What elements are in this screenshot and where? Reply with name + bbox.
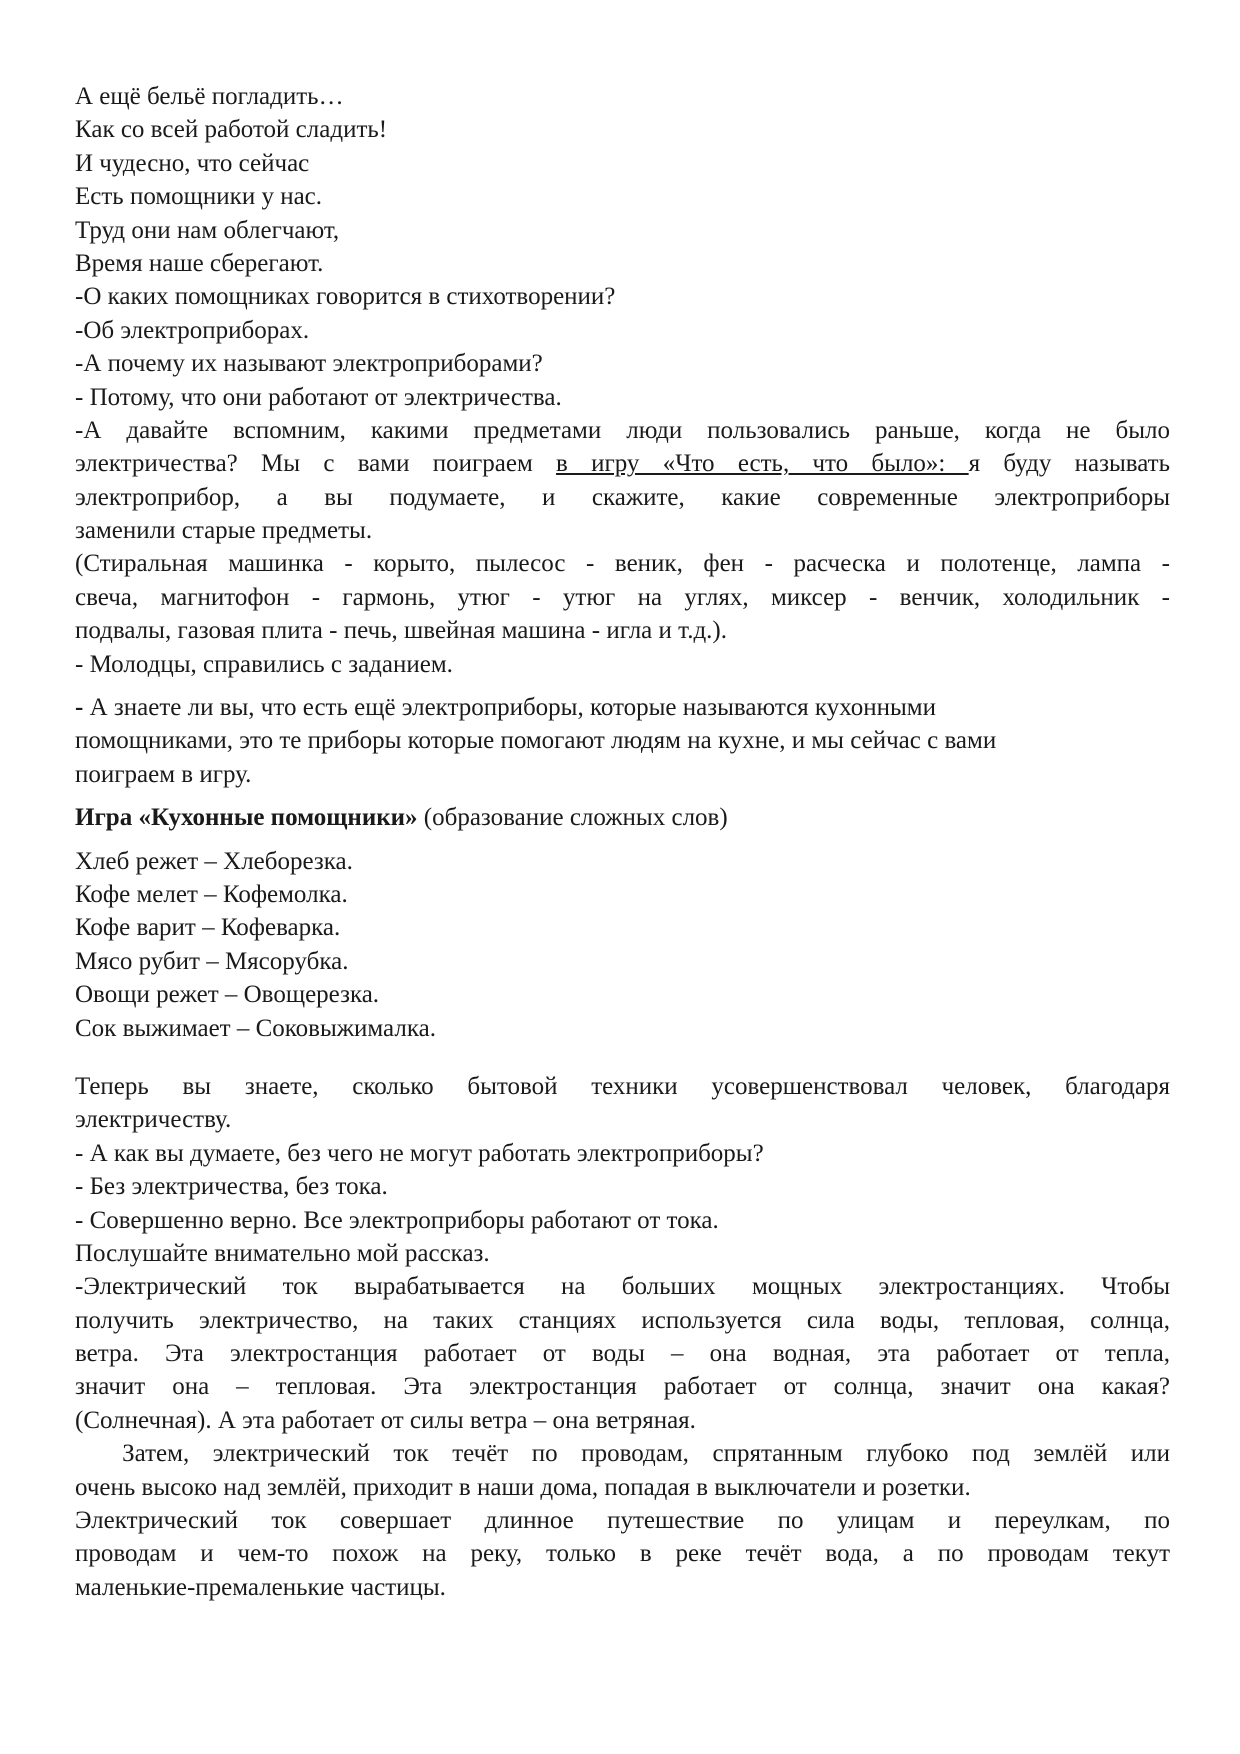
conclusion-paragraph (75, 1070, 1170, 1137)
game-title-bold: Игра «Кухонные помощники» (75, 804, 418, 832)
dialog-line: -О каких помощниках говорится в стихотворении? (75, 283, 616, 311)
kitchen-intro (75, 691, 1170, 791)
poem-line: А ещё бельё погладить… (75, 83, 344, 110)
paragraph-line: электричеству. (75, 1106, 232, 1134)
list-item: Сок выжимает – Соковыжималка. (75, 1014, 436, 1042)
game-kitchen-helpers-title (75, 801, 1170, 834)
paragraph-line: помощниками, это те приборы которые помогают людям на кухне, и мы сейчас с вами (75, 727, 997, 755)
answers-paragraph (75, 547, 1170, 647)
spacer (75, 1045, 1170, 1070)
list-item: Кофе варит – Кофеварка. (75, 914, 341, 942)
paragraph-line (75, 691, 1170, 724)
text-span: электричества? Мы с вами поиграем (75, 450, 557, 478)
paragraph-line: ветра. Эта электростанция работает от воды – она водная, эта работает от тепла, (75, 1340, 1170, 1368)
poem (75, 80, 1170, 280)
list-item: Овощи режет – Овощерезка. (75, 981, 380, 1009)
poem-line: Время наше сберегают. (75, 249, 324, 277)
poem-line: Есть помощники у нас. (75, 183, 323, 211)
poem-line: Труд они нам облегчают, (75, 216, 340, 244)
paragraph-line: получить электричество, на таких станциях используется сила воды, тепловая, солнца, (75, 1306, 1170, 1334)
poem-line: Как со всей работой сладить! (75, 116, 388, 144)
paragraph-line: Затем, электрический ток течёт по проводам, спрятанным глубоко под землёй или (75, 1440, 1171, 1468)
dialog-line: - Без электричества, без тока. (75, 1173, 388, 1201)
paragraph-line: проводам и чем-то похож на реку, только в реке течёт вода, а по проводам текут (75, 1540, 1170, 1568)
text-span: А знаете ли вы, что есть ещё электроприборы, которые называются кухонными (89, 694, 937, 722)
dialog-line: -А почему их называют электроприборами? (75, 350, 543, 378)
paragraph-line: (Стиральная машинка - корыто, пылесос - веник, фен - расческа и полотенце, лампа - (75, 550, 1170, 578)
list-item: Кофе мелет – Кофемолка. (75, 880, 348, 908)
dash-bold: - (75, 694, 90, 722)
praise-line: - Молодцы, справились с заданием. (75, 650, 453, 678)
page-content (75, 80, 1170, 1604)
text-span: я буду называть (968, 450, 1170, 478)
paragraph-line: (Солнечная). А эта работает от силы ветра – она ветряная. (75, 1406, 696, 1434)
poem-line: И чудесно, что сейчас (75, 149, 310, 177)
paragraph-line: маленькие-премаленькие частицы. (75, 1573, 446, 1601)
paragraph-line: Электрический ток совершает длинное путешествие по улицам и переулкам, по (75, 1507, 1170, 1535)
dialog-line: - А как вы думаете, без чего не могут работать электроприборы? (75, 1139, 764, 1167)
dialog-line: -Об электроприборах. (75, 316, 310, 344)
dialog-electro-helpers (75, 280, 1170, 414)
paragraph-line (75, 447, 1170, 480)
list-item: Хлеб режет – Хлеборезка. (75, 847, 353, 875)
spacer (75, 791, 1170, 801)
paragraph-line: свеча, магнитофон - гармонь, утюг - утюг на углях, миксер - венчик, холодильник - (75, 583, 1170, 611)
paragraph-line: поиграем в игру. (75, 760, 252, 788)
paragraph-line: -Электрический ток вырабатывается на больших мощных электростанциях. Чтобы (75, 1273, 1170, 1301)
game-title-note: (образование сложных слов) (417, 804, 728, 832)
list-item: Мясо рубит – Мясорубка. (75, 947, 349, 975)
story-wires (75, 1437, 1170, 1604)
compound-word-list (75, 845, 1170, 1045)
spacer (75, 681, 1170, 691)
paragraph-line: электроприбор, а вы подумаете, и скажите, какие современные электроприборы (75, 483, 1170, 511)
dialog-line: - Совершенно верно. Все электроприборы работают от тока. (75, 1206, 719, 1234)
story-power-stations (75, 1270, 1170, 1437)
dialog-current (75, 1137, 1170, 1271)
paragraph-line: подвалы, газовая плита - печь, швейная машина - игла и т.д.). (75, 617, 727, 645)
dialog-line: Послушайте внимательно мой рассказ. (75, 1239, 490, 1267)
game-what-is-what-was (75, 414, 1170, 548)
paragraph-line: значит она – тепловая. Эта электростанция работает от солнца, значит она какая? (75, 1373, 1170, 1401)
paragraph-line: Теперь вы знаете, сколько бытовой техники усовершенствовал человек, благодаря (75, 1072, 1170, 1100)
paragraph-line: заменили старые предметы. (75, 517, 373, 545)
paragraph-line: -А давайте вспомним, какими предметами люди пользовались раньше, когда не было (75, 416, 1170, 444)
dialog-line: - Потому, что они работают от электричества. (75, 383, 562, 411)
paragraph-line: очень высоко над землёй, приходит в наши дома, попадая в выключатели и розетки. (75, 1473, 971, 1501)
spacer (75, 835, 1170, 845)
game-title-underlined: в игру «Что есть, что было»: (556, 450, 969, 478)
